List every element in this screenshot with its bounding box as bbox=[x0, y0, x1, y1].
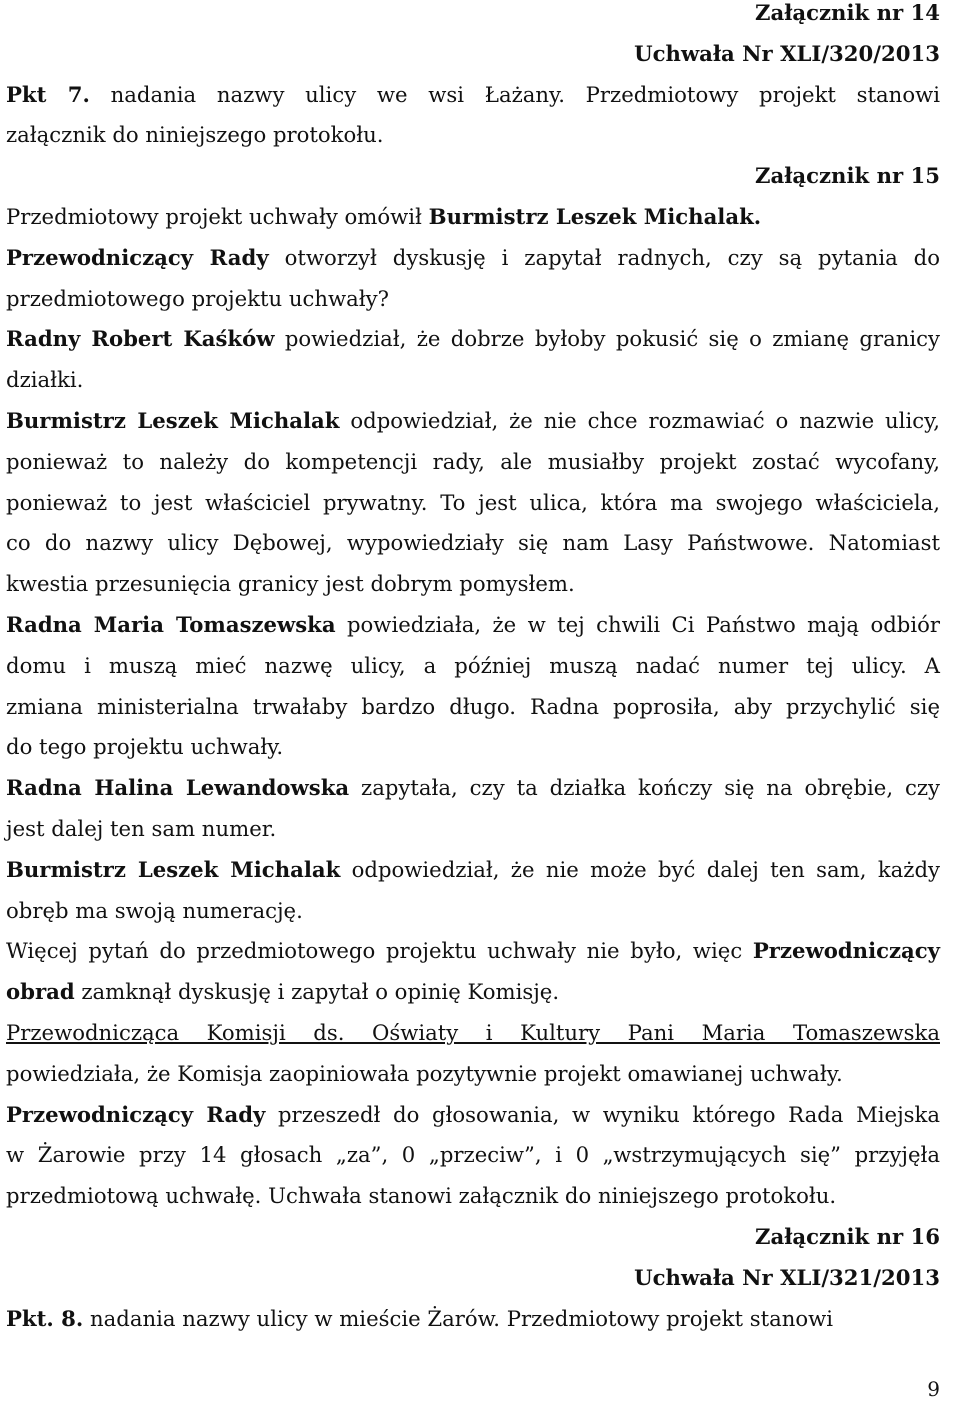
p10-line1 bbox=[6, 1095, 940, 1136]
p7-text: odpowiedział, że nie może być dalej ten sam, każdy bbox=[340, 856, 940, 882]
resolution-320-label: Uchwała Nr XLI/320/2013 bbox=[634, 40, 940, 66]
p10-text: przeszedł do głosowania, w wyniku którego Rada Miejska bbox=[265, 1101, 940, 1127]
p3-line2: działki. bbox=[6, 367, 84, 393]
p8-line2 bbox=[6, 972, 940, 1013]
p1-text: Przedmiotowy projekt uchwały omówił bbox=[6, 203, 429, 229]
p4-line5: kwestia przesunięcia granicy jest dobrym pomysłem. bbox=[6, 571, 575, 597]
attachment-16-label: Załącznik nr 16 bbox=[755, 1223, 940, 1249]
p9-line2: powiedziała, że Komisja zaopiniowała pozytywnie projekt omawianej uchwały. bbox=[6, 1060, 843, 1086]
attachment-15-label: Załącznik nr 15 bbox=[755, 163, 940, 189]
p8-text-cont: zamknął dyskusję i zapytał o opinię Komisję. bbox=[74, 979, 560, 1005]
pkt7-text: nadania nazwy ulicy we wsi Łażany. Przedmiotowy projekt stanowi bbox=[89, 81, 940, 107]
p8-speaker: Przewodniczący bbox=[752, 938, 940, 964]
pkt8-line1 bbox=[6, 1299, 940, 1340]
p5-line3: zmiana ministerialna trwałaby bardzo długo. Radna poprosiła, aby przychylić się bbox=[6, 693, 940, 719]
p6-line1 bbox=[6, 768, 940, 809]
document-page bbox=[6, 0, 940, 1339]
pkt8-text: nadania nazwy ulicy w mieście Żarów. Przedmiotowy projekt stanowi bbox=[83, 1305, 834, 1331]
p10-line2: w Żarowie przy 14 głosach „za”, 0 „przeciw”, i 0 „wstrzymujących się” przyjęła bbox=[6, 1142, 940, 1168]
p4-line3: ponieważ to jest właściciel prywatny. To jest ulica, która ma swojego właściciela, bbox=[6, 489, 940, 515]
p2-line1 bbox=[6, 238, 940, 279]
p7-speaker: Burmistrz Leszek Michalak bbox=[6, 856, 341, 882]
p1-line1 bbox=[6, 197, 940, 238]
page-number: 9 bbox=[927, 1377, 940, 1401]
p1-speaker: Burmistrz Leszek Michalak. bbox=[428, 203, 762, 229]
p5-line2: domu i muszą mieć nazwę ulicy, a później muszą nadać numer tej ulicy. A bbox=[6, 652, 940, 678]
p6-text: zapytała, czy ta działka kończy się na obrębie, czy bbox=[349, 775, 940, 801]
pkt7-number: Pkt 7. bbox=[6, 81, 90, 107]
p3-text: powiedział, że dobrze byłoby pokusić się o zmianę granicy bbox=[274, 326, 940, 352]
pkt7-line1 bbox=[6, 75, 940, 116]
pkt8-number: Pkt. 8. bbox=[6, 1305, 84, 1331]
p3-speaker: Radny Robert Kaśków bbox=[6, 326, 275, 352]
p4-text: odpowiedział, że nie chce rozmawiać o nazwie ulicy, bbox=[339, 407, 940, 433]
p4-line4: co do nazwy ulicy Dębowej, wypowiedziały się nam Lasy Państwowe. Natomiast bbox=[6, 530, 940, 556]
resolution-321-label: Uchwała Nr XLI/321/2013 bbox=[634, 1264, 940, 1290]
p5-text: powiedziała, że w tej chwili Ci Państwo mają odbiór bbox=[335, 611, 940, 637]
p9-line1: Przewodnicząca Komisji ds. Oświaty i Kultury Pani Maria Tomaszewska bbox=[6, 1019, 940, 1045]
p6-speaker: Radna Halina Lewandowska bbox=[6, 775, 350, 801]
p10-speaker: Przewodniczący Rady bbox=[6, 1101, 266, 1127]
p8-line1 bbox=[6, 931, 940, 972]
attachment-14-label: Załącznik nr 14 bbox=[755, 0, 940, 25]
p7-line2: obręb ma swoją numerację. bbox=[6, 897, 303, 923]
p5-speaker: Radna Maria Tomaszewska bbox=[6, 611, 336, 637]
p2-text: otworzył dyskusję i zapytał radnych, czy są pytania do bbox=[268, 244, 940, 270]
p7-line1 bbox=[6, 850, 940, 891]
p10-line3: przedmiotową uchwałę. Uchwała stanowi załącznik do niniejszego protokołu. bbox=[6, 1183, 837, 1209]
p6-line2: jest dalej ten sam numer. bbox=[6, 815, 277, 841]
p8-text: Więcej pytań do przedmiotowego projektu uchwały nie było, więc bbox=[6, 938, 753, 964]
p3-line1 bbox=[6, 319, 940, 360]
p2-line2: przedmiotowego projektu uchwały? bbox=[6, 285, 389, 311]
p2-speaker: Przewodniczący Rady bbox=[6, 244, 269, 270]
p5-line4: do tego projektu uchwały. bbox=[6, 734, 284, 760]
p8-speaker-cont: obrad bbox=[6, 979, 75, 1005]
p4-line2: ponieważ to należy do kompetencji rady, ale musiałby projekt zostać wycofany, bbox=[6, 448, 940, 474]
p4-line1 bbox=[6, 401, 940, 442]
p5-line1 bbox=[6, 605, 940, 646]
pkt7-line2: załącznik do niniejszego protokołu. bbox=[6, 122, 384, 148]
p4-speaker: Burmistrz Leszek Michalak bbox=[6, 407, 340, 433]
